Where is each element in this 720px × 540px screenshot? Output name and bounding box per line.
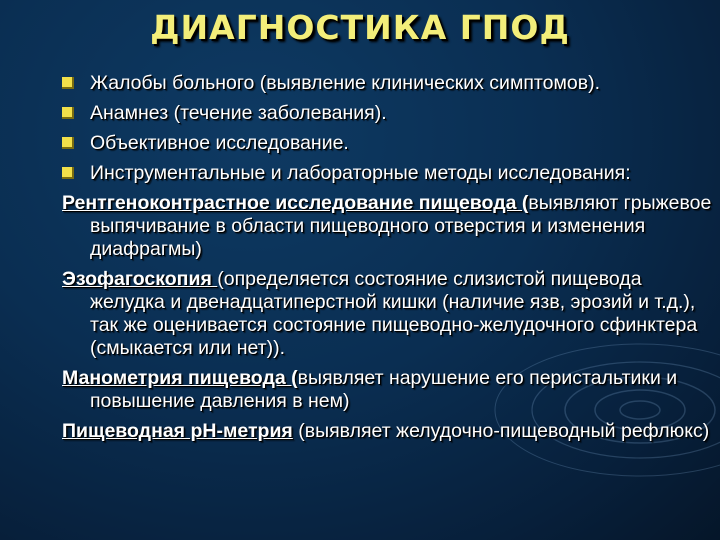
method-name: Пищеводная рН-метрия xyxy=(62,420,293,442)
square-bullet-icon xyxy=(62,77,74,89)
bullet-text: Объективное исследование. xyxy=(90,132,349,154)
bullet-item xyxy=(62,102,718,125)
square-bullet-icon xyxy=(62,137,74,149)
bullet-item xyxy=(62,132,718,155)
bullet-item xyxy=(62,72,718,95)
method-paragraph xyxy=(62,268,718,360)
method-name: Манометрия пищевода ( xyxy=(62,367,298,389)
method-description: (определяется состояние слизистой пищевода желудка и двенадцатиперстной кишки (наличие язв, эрозий и т.д.), так же оценивается состояние пищеводно-желудочного сфинктера (смыкается или нет)). xyxy=(90,268,698,359)
method-description: (выявляет желудочно-пищеводный рефлюкс) xyxy=(292,420,710,442)
method-name: Эзофагоскопия xyxy=(62,268,218,290)
method-paragraph xyxy=(62,367,718,413)
bullet-item xyxy=(62,162,718,185)
slide-title: ДИАГНОСТИКА ГПОД xyxy=(150,8,570,47)
bullet-text: Инструментальные и лабораторные методы исследования: xyxy=(90,162,631,184)
method-description: выявляют грыжевое выпячивание в области пищеводного отверстия и изменения диафрагмы) xyxy=(90,192,712,260)
slide-content xyxy=(62,72,718,450)
method-paragraph xyxy=(62,192,718,261)
square-bullet-icon xyxy=(62,107,74,119)
method-paragraph xyxy=(62,420,718,443)
bullet-text: Анамнез (течение заболевания). xyxy=(90,102,387,124)
bullet-text: Жалобы больного (выявление клинических симптомов). xyxy=(90,72,600,94)
method-name: Рентгеноконтрастное исследование пищевода ( xyxy=(62,192,529,214)
square-bullet-icon xyxy=(62,167,74,179)
method-description: выявляет нарушение его перистальтики и повышение давления в нем) xyxy=(90,367,678,412)
